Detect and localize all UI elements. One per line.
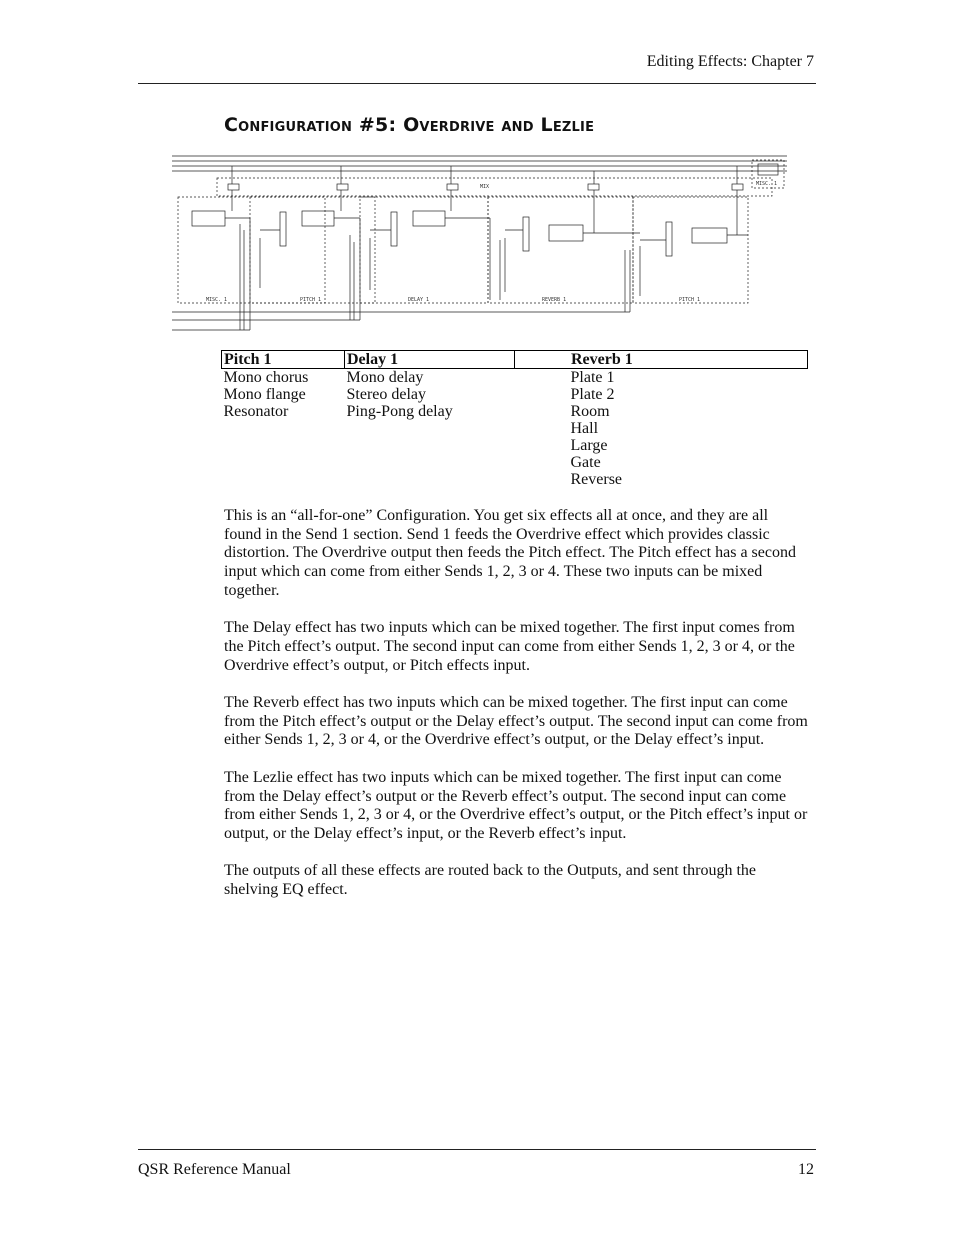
misc-top-label: MISC. 1	[756, 181, 778, 187]
table-cell: Plate 1	[570, 369, 615, 386]
table-row	[222, 403, 808, 420]
paragraph-1: This is an “all-for-one” Configuration. You get six effects all at once, and they are all found in the Send 1 section. Send 1 feeds the Overdrive effect which provides classic distortion. The Overdrive output then feeds the Pitch effect. The Pitch effect has a second input which can come from either Sends 1, 2, 3 or 4. These two inputs can be mixed together.	[224, 507, 796, 599]
table-cell: Mono chorus	[223, 369, 309, 386]
table-row	[222, 420, 808, 437]
table-cell: Ping-Pong delay	[346, 403, 453, 420]
table-header-row	[222, 351, 808, 369]
table-row	[222, 471, 808, 488]
header-rule	[138, 83, 816, 84]
table-cell: Hall	[570, 420, 599, 437]
table-row	[222, 437, 808, 454]
pitch-section-label-2: PITCH 1	[679, 297, 701, 303]
reverb-section-label: REVERB 1	[542, 297, 567, 303]
running-header: Editing Effects: Chapter 7	[646, 53, 814, 70]
paragraph-4: The Lezlie effect has two inputs which can be mixed together. The first input can come from the Delay effect’s output or the Reverb effect’s output. The second input can come from either Sends 1, 2, 3 or 4, or the Overdrive effect’s output, or the Pitch effect’s input or output, or the Delay effect’s input, or the Reverb effect’s input.	[224, 768, 808, 842]
body-text	[224, 507, 808, 918]
signal-flow-diagram	[170, 150, 790, 350]
footer-manual-title: QSR Reference Manual	[138, 1161, 291, 1178]
paragraph-2: The Delay effect has two inputs which can be mixed together. The first input comes from the Pitch effect’s output. The second input can come from either Sends 1, 2, 3 or 4, or the Overdrive effect’s output, or Pitch effects input.	[224, 619, 795, 674]
paragraph-3: The Reverb effect has two inputs which can be mixed together. The first input can come from the Pitch effect’s output or the Delay effect’s output. The second input can come from either Sends 1, 2, 3 or 4, or the Overdrive effect’s output, or the Delay effect’s input.	[224, 694, 808, 749]
table-header-pitch: Pitch 1	[222, 351, 345, 369]
table-header-reverb: Reverb 1	[515, 351, 808, 369]
table-row	[222, 386, 808, 403]
table-cell: Mono flange	[223, 386, 306, 403]
table-cell: Gate	[570, 454, 601, 471]
table-cell: Plate 2	[570, 386, 615, 403]
table-header-delay: Delay 1	[345, 351, 515, 369]
table-row	[222, 369, 808, 387]
paragraph-5: The outputs of all these effects are routed back to the Outputs, and sent through the shelving EQ effect.	[224, 862, 756, 898]
delay-section-label: DELAY 1	[408, 297, 430, 303]
effects-table	[221, 350, 808, 488]
page-number: 12	[798, 1161, 814, 1178]
mix-label: MIX	[480, 184, 490, 190]
table-cell: Resonator	[223, 403, 289, 420]
misc-section-label: MISC. 1	[206, 297, 228, 303]
pitch-section-label: PITCH 1	[300, 297, 322, 303]
table-cell: Stereo delay	[346, 386, 427, 403]
table-row	[222, 454, 808, 471]
table-cell: Large	[570, 437, 608, 454]
section-title: Configuration #5: Overdrive and Lezlie	[224, 114, 595, 136]
table-cell: Mono delay	[346, 369, 424, 386]
footer-rule	[138, 1149, 816, 1150]
table-cell: Reverse	[570, 471, 623, 488]
table-cell: Room	[570, 403, 610, 420]
